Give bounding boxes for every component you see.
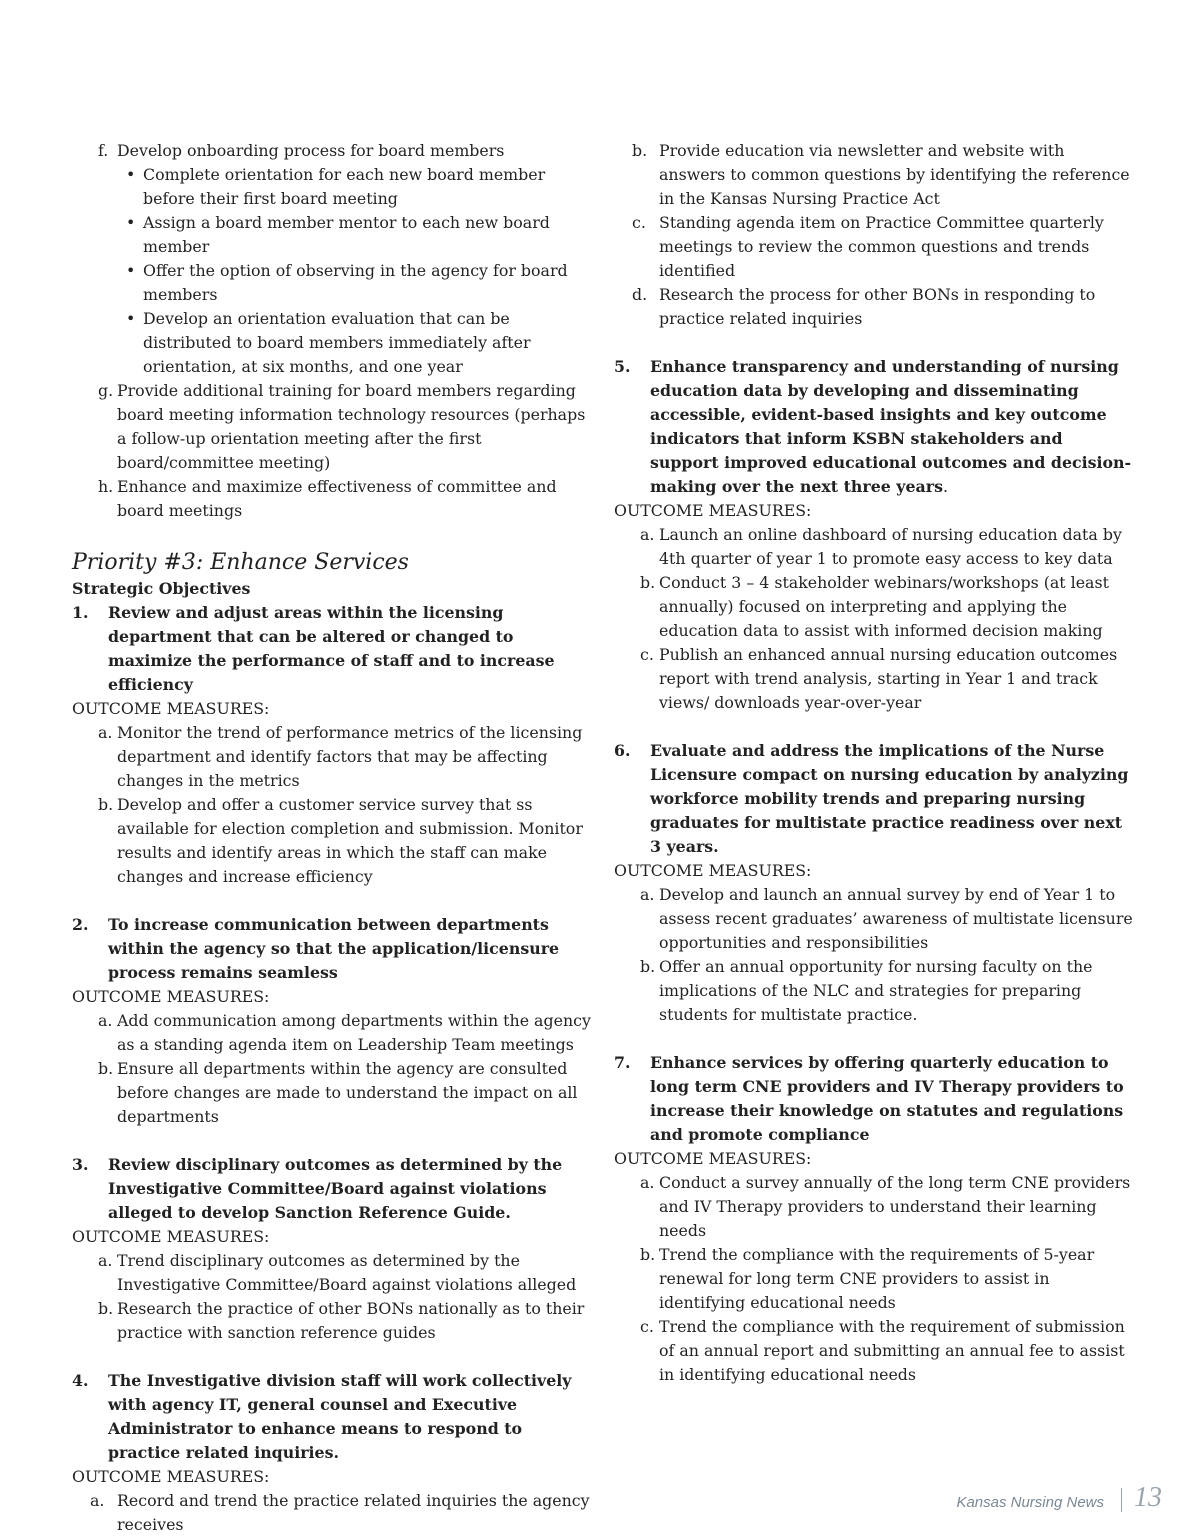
bullet-item: • Complete orientation for each new board member before their first board meeting bbox=[126, 165, 546, 208]
list-item: b. Offer an annual opportunity for nursing faculty on the implications of the NLC and strategies for preparing students for multistate practice. bbox=[640, 957, 1093, 1024]
list-item: b. Ensure all departments within the agency are consulted before changes are made to understand the impact on all departments bbox=[98, 1059, 578, 1126]
objective-6-title: 6. Evaluate and address the implications of the Nurse Licensure compact on nursing education by analyzing workforce mobility trends and preparing nursing graduates for multistate practice readiness over next 3 years. bbox=[614, 741, 1129, 856]
bullet-icon: • bbox=[126, 213, 136, 232]
outcome-measures-heading: OUTCOME MEASURES: bbox=[72, 699, 270, 718]
list-item-g: g. Provide additional training for board members regarding board meeting information technology resources (perhaps a follow-up orientation meeting after the first board/committee meeting) bbox=[98, 381, 586, 472]
strategic-objectives-heading: Strategic Objectives bbox=[72, 579, 251, 598]
objective-1-title: 1. Review and adjust areas within the licensing department that can be altered or changed to maximize the performance of staff and to increase efficiency bbox=[72, 603, 555, 694]
bullet-item: • Offer the option of observing in the agency for board members bbox=[126, 261, 568, 304]
list-item: a. Launch an online dashboard of nursing education data by 4th quarter of year 1 to promote easy access to key data bbox=[640, 525, 1122, 568]
outcome-measures-heading: OUTCOME MEASURES: bbox=[614, 501, 812, 520]
list-item: a. Monitor the trend of performance metrics of the licensing department and identify factors that may be affecting changes in the metrics bbox=[98, 723, 583, 790]
list-item: a. Develop and launch an annual survey by end of Year 1 to assess recent graduates’ awareness of multistate licensure opportunities and responsibilities bbox=[640, 885, 1133, 952]
page-number: 13 bbox=[1134, 1482, 1162, 1513]
outcome-measures-heading: OUTCOME MEASURES: bbox=[614, 1149, 812, 1168]
outcome-measures-heading: OUTCOME MEASURES: bbox=[72, 1467, 270, 1486]
list-item: a. Record and trend the practice related inquiries the agency receives bbox=[90, 1491, 590, 1534]
outcome-measures-heading: OUTCOME MEASURES: bbox=[72, 1227, 270, 1246]
page-footer bbox=[0, 1482, 1200, 1522]
list-item-f: f. Develop onboarding process for board members bbox=[98, 141, 505, 160]
bullet-icon: • bbox=[126, 165, 136, 184]
outcome-measures-heading: OUTCOME MEASURES: bbox=[614, 861, 812, 880]
objective-3-title: 3. Review disciplinary outcomes as determined by the Investigative Committee/Board against violations alleged to develop Sanction Reference Guide. bbox=[72, 1155, 563, 1222]
objective-7-title: 7. Enhance services by offering quarterly education to long term CNE providers and IV Therapy providers to increase their knowledge on statutes and regulations and promote compliance bbox=[614, 1053, 1124, 1144]
list-item: b. Develop and offer a customer service survey that ss available for election completion and submission. Monitor results and identify areas in which the staff can make changes and increase efficiency bbox=[98, 795, 583, 886]
list-item: a. Conduct a survey annually of the long term CNE providers and IV Therapy providers to understand their learning needs bbox=[640, 1173, 1131, 1240]
list-item: b. Research the practice of other BONs nationally as to their practice with sanction reference guides bbox=[98, 1299, 585, 1342]
list-item: c. Standing agenda item on Practice Committee quarterly meetings to review the common questions and trends identified bbox=[632, 213, 1104, 280]
list-item: b. Conduct 3 – 4 stakeholder webinars/workshops (at least annually) focused on interpreting and applying the education data to assist with informed decision making bbox=[640, 573, 1109, 640]
outcome-measures-heading: OUTCOME MEASURES: bbox=[72, 987, 270, 1006]
objective-4-title: 4. The Investigative division staff will work collectively with agency IT, general counsel and Executive Administrator to enhance means to respond to practice related inquiries. bbox=[72, 1371, 572, 1462]
publication-title: Kansas Nursing News bbox=[956, 1494, 1104, 1511]
list-item: c. Publish an enhanced annual nursing education outcomes report with trend analysis, starting in Year 1 and track views/ downloads year-over-year bbox=[640, 645, 1118, 712]
left-column bbox=[72, 139, 592, 1537]
bullet-icon: • bbox=[126, 309, 136, 328]
list-item: a. Trend disciplinary outcomes as determined by the Investigative Committee/Board against violations alleged bbox=[98, 1251, 577, 1294]
objective-5-title: 5. Enhance transparency and understanding of nursing education data by developing and disseminating accessible, evident-based insights and key outcome indicators that inform KSBN stakeholders and support improved educational outcomes and decision-making over the next three years. bbox=[614, 357, 1132, 496]
list-item: b. Provide education via newsletter and website with answers to common questions by identifying the reference in the Kansas Nursing Practice Act bbox=[632, 141, 1130, 208]
bullet-item: • Develop an orientation evaluation that can be distributed to board members immediately after orientation, at six months, and one year bbox=[126, 309, 531, 376]
bullet-icon: • bbox=[126, 261, 136, 280]
list-item: b. Trend the compliance with the requirements of 5-year renewal for long term CNE providers to assist in identifying educational needs bbox=[640, 1245, 1095, 1312]
list-item: a. Add communication among departments within the agency as a standing agenda item on Leadership Team meetings bbox=[98, 1011, 591, 1054]
bullet-item: • Assign a board member mentor to each new board member bbox=[126, 213, 550, 256]
list-item-h: h. Enhance and maximize effectiveness of committee and board meetings bbox=[98, 477, 557, 520]
footer-divider bbox=[1121, 1488, 1122, 1512]
list-item: d. Research the process for other BONs in responding to practice related inquiries bbox=[632, 285, 1096, 328]
objective-2-title: 2. To increase communication between departments within the agency so that the application/licensure process remains seamless bbox=[72, 915, 560, 982]
list-item: c. Trend the compliance with the requirement of submission of an annual report and submitting an annual fee to assist in identifying educational needs bbox=[640, 1317, 1125, 1384]
right-column bbox=[614, 139, 1134, 1387]
priority-title: Priority #3: Enhance Services bbox=[72, 550, 409, 575]
